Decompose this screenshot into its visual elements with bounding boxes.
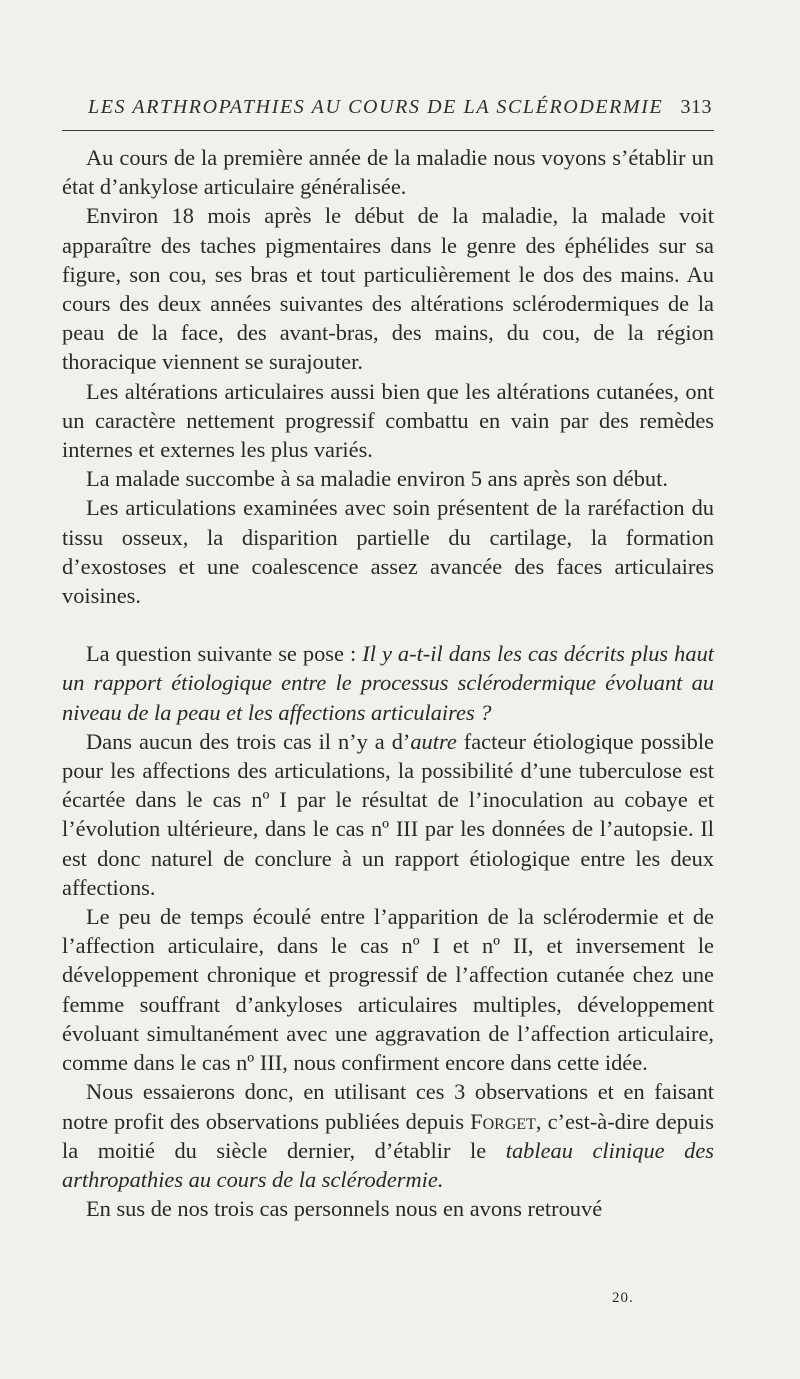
- paragraph: [62, 1077, 714, 1194]
- author-name: Forget: [470, 1108, 536, 1134]
- paragraph: La malade succombe à sa maladie environ 5 ans après son début.: [86, 466, 668, 492]
- text-run: facteur étiologique possible pour les affections des articulations, la possibilité d’une tuberculose est écartée dans le cas nº I par le résultat de l’inoculation au cobaye et l’évolution ultérieure, dans le cas nº III par les données de l’autopsie. Il est donc naturel de conclure à un rapport étiologique entre les deux affections.: [62, 728, 714, 900]
- text-run: Nous essaierons donc, en utilisant ces 3 observations et en faisant notre profit des observations publiées depuis: [62, 1079, 714, 1134]
- text-run: , c’est-à-dire depuis la moitié du siècle dernier, d’établir le: [62, 1108, 714, 1163]
- paragraph: En sus de nos trois cas personnels nous en avons retrouvé: [86, 1196, 603, 1222]
- emphasis-autre: autre: [410, 728, 457, 754]
- text-run: Dans aucun des trois cas il n’y a d’: [86, 728, 411, 754]
- running-head: [88, 96, 712, 119]
- paragraph: [62, 727, 714, 902]
- header-rule: [62, 130, 714, 131]
- paragraph: Au cours de la première année de la maladie nous voyons s’établir un état d’ankylose articulaire généralisée.: [62, 145, 714, 200]
- paragraph: Les articulations examinées avec soin présentent de la raréfaction du tissu osseux, la disparition partielle du cartilage, la formation d’exostoses et une coalescence assez avancée des faces articulaires voisines.: [62, 495, 714, 609]
- signature-mark: 20.: [612, 1290, 634, 1306]
- body-text: [62, 143, 714, 1223]
- emphasis-title: tableau clinique des arthropathies au cours de la sclérodermie.: [62, 1137, 714, 1192]
- question-lead: La question suivante se pose :: [86, 641, 363, 667]
- paragraph: Les altérations articulaires aussi bien que les altérations cutanées, ont un caractère nettement progressif combattu en vain par des remèdes internes et externes les plus variés.: [62, 378, 714, 463]
- running-title: LES ARTHROPATHIES AU COURS DE LA SCLÉRODERMIE: [88, 96, 664, 118]
- question-italic: Il y a-t-il dans les cas décrits plus haut un rapport étiologique entre le processus sclérodermique évoluant au niveau de la peau et les affections articulaires ?: [62, 641, 714, 725]
- paragraph: Le peu de temps écoulé entre l’apparition de la sclérodermie et de l’affection articulaire, dans le cas nº I et nº II, et inversement le développement chronique et progressif de l’affection cutanée chez une femme souffrant d’ankyloses articulaires multiples, développement évoluant simultanément avec une aggravation de l’affection articulaire, comme dans le cas nº III, nous confirment encore dans cette idée.: [62, 904, 714, 1076]
- paragraph: Environ 18 mois après le début de la maladie, la malade voit apparaître des taches pigmentaires dans le genre des éphélides sur sa figure, son cou, ses bras et tout particulièrement le dos des mains. Au cours des deux années suivantes des altérations sclérodermiques de la peau de la face, des avant-bras, des mains, du cou, de la région thoracique viennent se surajouter.: [62, 203, 714, 375]
- page-number: 313: [680, 96, 712, 118]
- paragraph-question: [62, 639, 714, 727]
